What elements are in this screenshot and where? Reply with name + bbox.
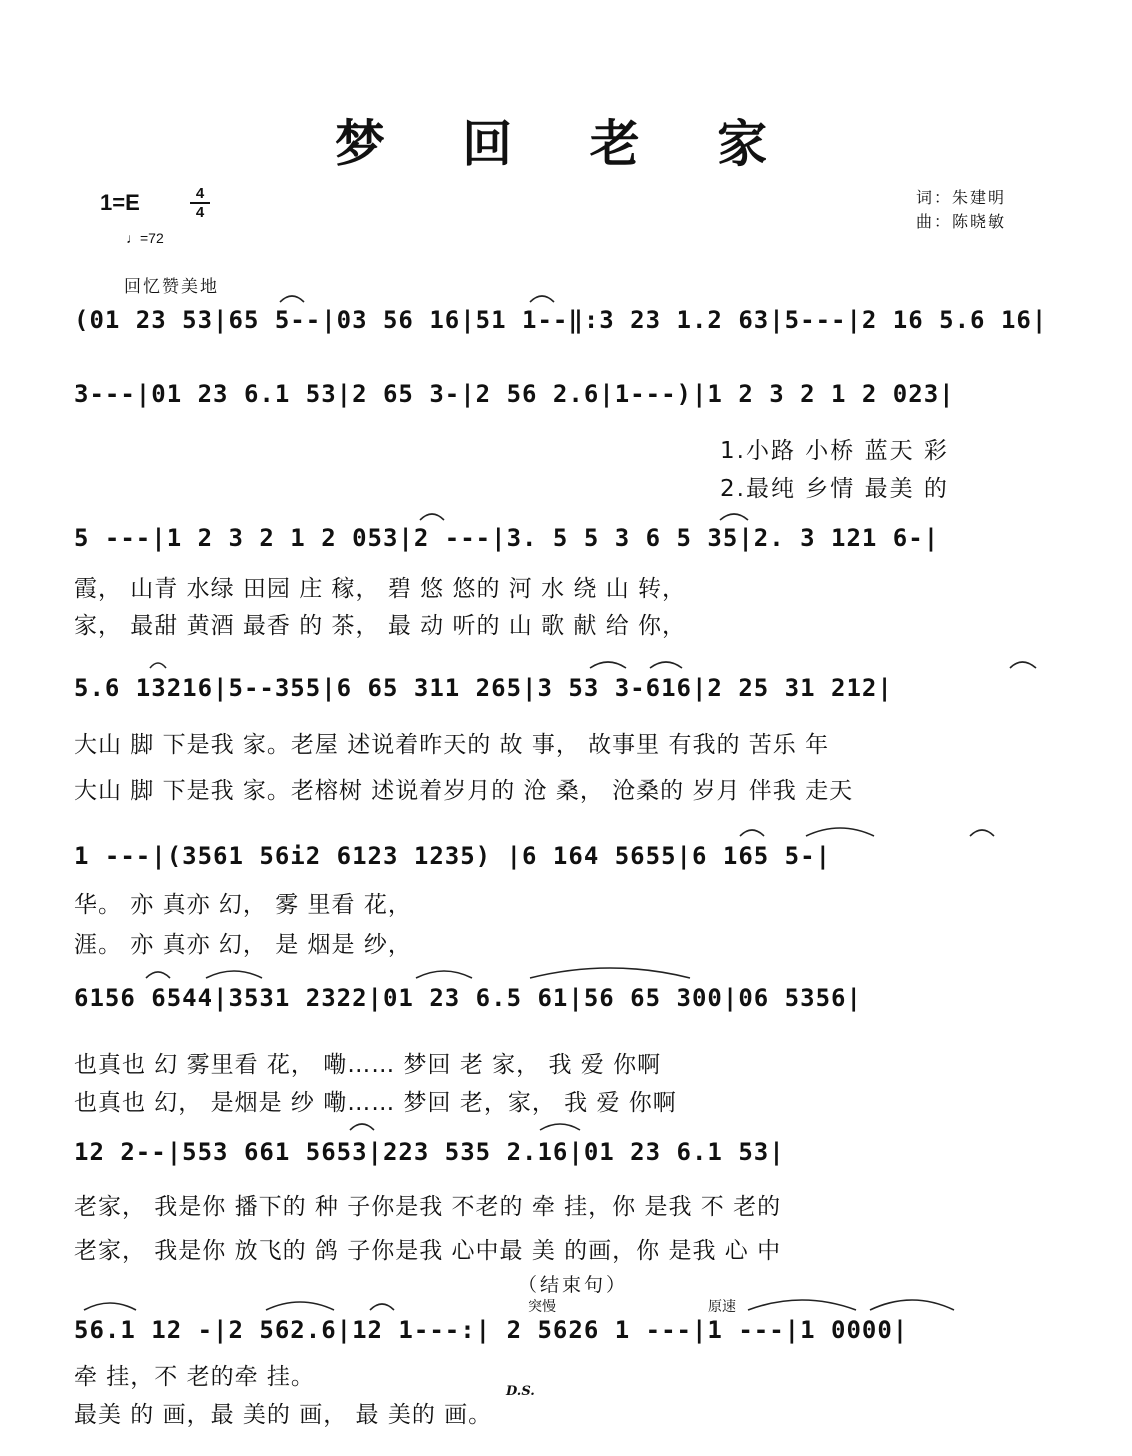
notation-line-3: 5 ---|1 2 3 2 1 2 053|2 ---|3. 5 5 3 6 5 35|2. 3 121 6-| xyxy=(74,524,940,552)
time-signature-top: 4 xyxy=(195,185,205,202)
lyric-line-3-verse-2: 家， 最甜 黄酒 最香 的 茶， 最 动 听的 山 歌 献 给 你， xyxy=(74,613,687,639)
slur xyxy=(370,1304,394,1310)
notation-line-2: 3---|01 23 6.1 53|2 65 3-|2 56 2.6|1---)|1 2 3 2 1 2 023| xyxy=(74,380,955,408)
ending-phrase-label: （结束句） xyxy=(518,1274,629,1296)
slur xyxy=(740,830,764,836)
slur xyxy=(806,828,874,836)
notation-line-7: 12 2--|553 661 5653|223 535 2.16|01 23 6.1 53| xyxy=(74,1138,785,1166)
dal-segno-marking: D.S. xyxy=(506,1384,535,1399)
slur xyxy=(530,296,554,302)
ritard-marking: 突慢 xyxy=(528,1299,556,1315)
lyricist: 词：朱建明 xyxy=(916,188,1007,207)
slur xyxy=(146,972,170,978)
slur xyxy=(280,296,304,302)
slur xyxy=(970,830,994,836)
notation-line-5: 1 ---|(3561 56i2 6123 1235) |6 164 5655|6 165 5-| xyxy=(74,842,832,870)
expression-marking: 回忆赞美地 xyxy=(124,277,219,297)
lyric-line-5-verse-2: 涯。 亦 真亦 幻， 是 烟是 纱， xyxy=(74,932,412,958)
lyric-line-7-verse-1: 老家， 我是你 播下的 种 子你是我 不老的 牵 挂，你 是我 不 老的 xyxy=(74,1194,782,1220)
slur xyxy=(1010,662,1036,668)
slur xyxy=(720,514,748,520)
slur xyxy=(150,663,166,668)
lyric-line-6-verse-1: 也真也 幻 雾里看 花， 嘞…… 梦回 老 家， 我 爱 你啊 xyxy=(74,1052,662,1078)
time-signature-bottom: 4 xyxy=(195,204,205,221)
composer: 曲：陈晓敏 xyxy=(916,212,1007,231)
slur xyxy=(590,662,626,668)
slur xyxy=(84,1303,136,1310)
slur xyxy=(350,1124,374,1130)
slur xyxy=(530,968,690,978)
notation-line-1: (01 23 53|65 5--|03 56 16|51 1--‖:3 23 1.2 63|5---|2 16 5.6 16| xyxy=(74,306,1048,334)
lyric-line-4-verse-1: 大山 脚 下是我 家。老屋 述说着昨天的 故 事， 故事里 有我的 苦乐 年 xyxy=(74,732,830,758)
lyric-line-4-verse-2: 大山 脚 下是我 家。老榕树 述说着岁月的 沧 桑， 沧桑的 岁月 伴我 走天 xyxy=(74,778,854,804)
notation-line-4: 5.6 13216|5--355|6 65 311 265|3 53 3-616|2 25 31 212| xyxy=(74,674,893,702)
lyric-line-6-verse-2: 也真也 幻， 是烟是 纱 嘞…… 梦回 老，家， 我 爱 你啊 xyxy=(74,1090,677,1116)
song-title: 梦 回 老 家 xyxy=(334,115,798,173)
lyric-line-7-verse-2: 老家， 我是你 放飞的 鸽 子你是我 心中最 美 的画，你 是我 心 中 xyxy=(74,1238,782,1264)
tempo-marking: ♩=72 xyxy=(126,230,164,246)
a-tempo-marking: 原速 xyxy=(708,1299,736,1315)
lyric-line-8-verse-1: 牵 挂，不 老的牵 挂。 xyxy=(74,1364,315,1390)
lyric-line-5-verse-1: 华。 亦 真亦 幻， 雾 里看 花， xyxy=(74,892,412,918)
slur xyxy=(748,1300,856,1310)
key-signature: 1=E xyxy=(100,190,140,215)
slur xyxy=(416,971,472,978)
lyric-line-8-verse-2: 最美 的 画，最 美的 画， 最 美的 画。 xyxy=(74,1402,493,1428)
slur xyxy=(266,1302,334,1310)
notation-line-6: 6156 6544|3531 2322|01 23 6.5 61|56 65 300|06 5356| xyxy=(74,984,862,1012)
slur xyxy=(650,662,682,668)
lyric-line-3-verse-1: 霞， 山青 水绿 田园 庄 稼， 碧 悠 悠的 河 水 绕 山 转， xyxy=(74,576,687,602)
slur xyxy=(870,1300,954,1310)
lyric-line-2-verse-2: 2.最纯 乡情 最美 的 xyxy=(720,476,949,502)
notation-line-8: 56.1 12 -|2 562.6|12 1---:| 2 5626 1 ---|1 ---|1 0000| xyxy=(74,1316,909,1344)
slur xyxy=(206,971,262,978)
slur xyxy=(540,1124,580,1130)
lyric-line-2-verse-1: 1.小路 小桥 蓝天 彩 xyxy=(720,438,949,464)
slur xyxy=(420,514,444,520)
